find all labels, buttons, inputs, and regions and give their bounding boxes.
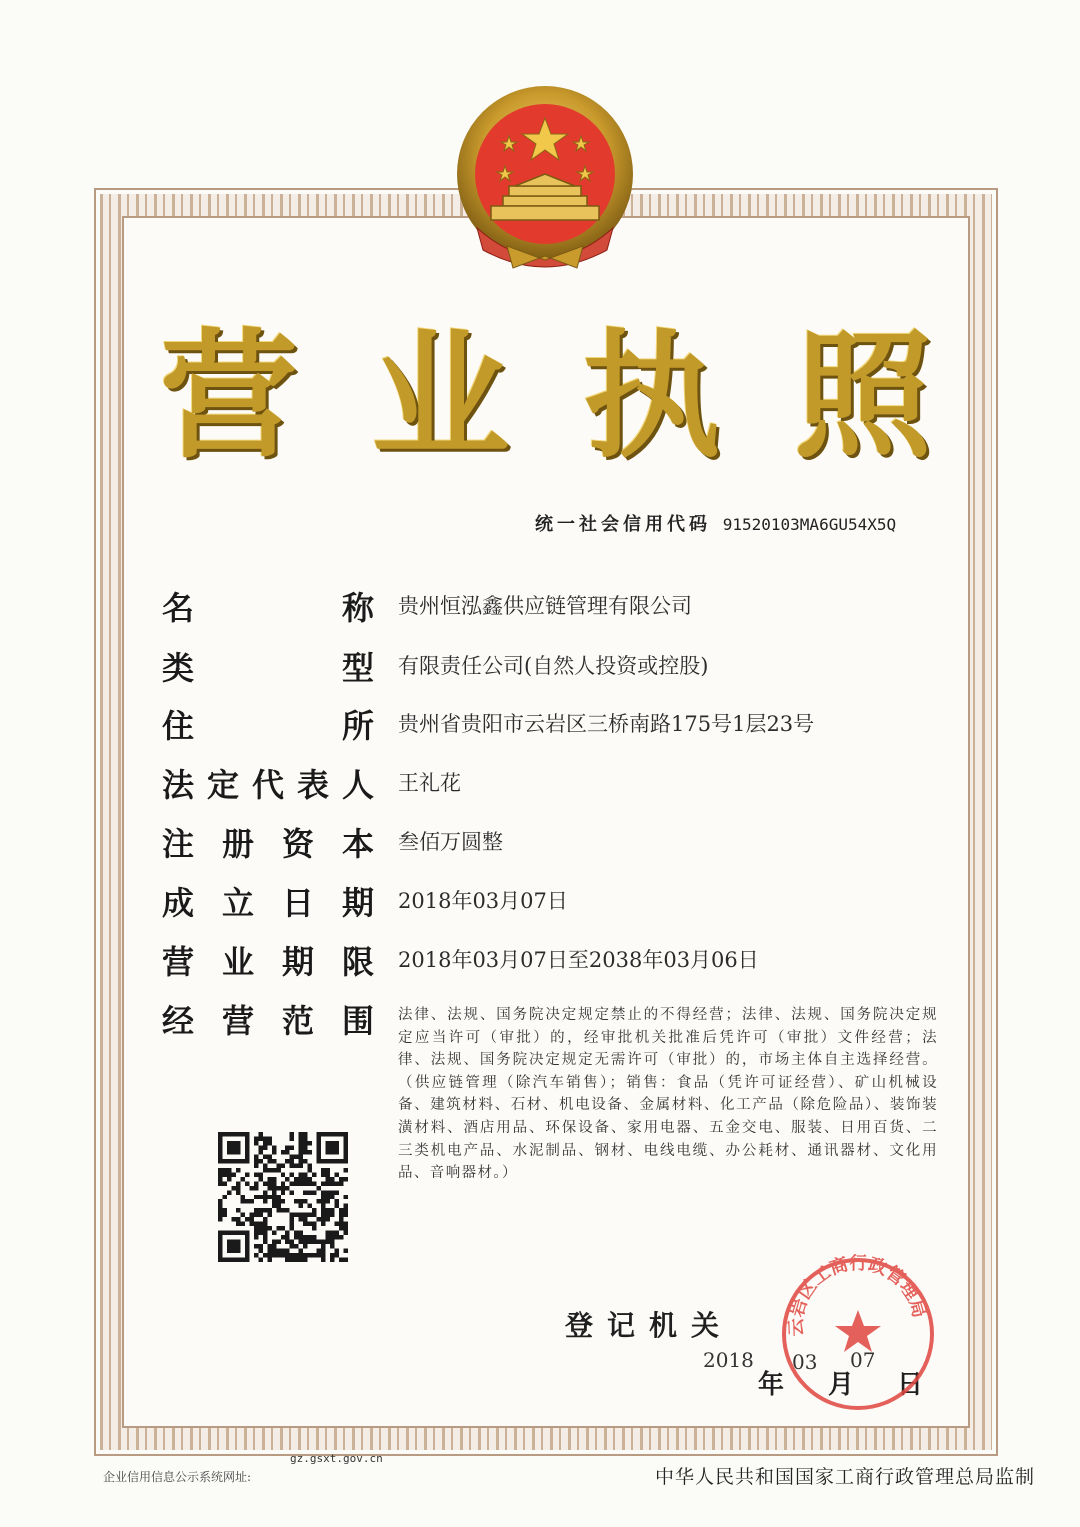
label-char: 营 <box>162 943 195 981</box>
title-char: 执 <box>582 316 729 477</box>
field-label-address <box>162 704 374 744</box>
label-char: 期 <box>281 943 314 981</box>
label-char: 日 <box>281 884 314 922</box>
label-char: 称 <box>341 589 374 627</box>
field-label-scope <box>162 999 374 1039</box>
footer-url[interactable]: gz.gsxt.gov.cn <box>290 1452 383 1465</box>
field-label-capital <box>162 822 374 862</box>
label-char: 限 <box>341 943 374 981</box>
seal-text: 云岩区工商行政管理局 <box>785 1254 930 1337</box>
label-char: 注 <box>162 825 195 863</box>
label-char: 营 <box>221 1002 254 1040</box>
field-label-legal-rep <box>162 763 374 803</box>
title-char: 照 <box>793 316 940 477</box>
license-title <box>160 305 940 477</box>
label-char: 成 <box>162 884 195 922</box>
label-char: 所 <box>341 707 374 745</box>
label-char: 名 <box>162 589 195 627</box>
field-label-type <box>162 646 374 686</box>
label-char: 法 <box>162 766 195 804</box>
label-char: 经 <box>162 1002 195 1040</box>
official-seal-icon <box>778 1254 938 1414</box>
field-value-type: 有限责任公司(自然人投资或控股) <box>398 654 709 678</box>
title-char: 业 <box>371 316 518 477</box>
field-value-address: 贵州省贵阳市云岩区三桥南路175号1层23号 <box>398 712 815 736</box>
footer-supervisor: 中华人民共和国国家工商行政管理总局监制 <box>655 1466 1036 1488</box>
footer-system-label: 企业信用信息公示系统网址: <box>103 1470 252 1484</box>
month-char: 月 <box>828 1370 855 1400</box>
field-value-capital: 叁佰万圆整 <box>398 830 503 854</box>
label-char: 立 <box>221 884 254 922</box>
label-char: 围 <box>341 1002 374 1040</box>
credit-code-label: 统一社会信用代码 <box>535 514 711 535</box>
field-value-established: 2018年03月07日 <box>398 889 568 913</box>
qr-code-icon[interactable] <box>218 1132 348 1262</box>
registration-authority-label: 登记机关 <box>565 1309 734 1342</box>
issue-year: 2018 <box>703 1348 754 1372</box>
field-label-established <box>162 881 374 921</box>
day-char: 日 <box>897 1370 924 1400</box>
field-value-term: 2018年03月07日至2038年03月06日 <box>398 948 759 972</box>
credit-code-value: 91520103MA6GU54X5Q <box>722 515 897 534</box>
label-char: 本 <box>341 825 374 863</box>
label-char: 资 <box>281 825 314 863</box>
label-char: 类 <box>162 649 195 687</box>
business-scope-text: 法律、法规、国务院决定规定禁止的不得经营；法律、法规、国务院决定规定应当许可（审批）的，经审批机关批准后凭许可（审批）文件经营；法律、法规、国务院决定规定无需许可（审批）的，市场主体自主选择经营。（供应链管理（除汽车销售）；销售：食品（凭许可证经营）、矿山机械设备、建筑材料、石材、机电设备、金属材料、化工产品（除危险品）、装饰装潢材料、酒店用品、环保设备、家用电器、五金交电、服装、日用百货、二三类机电产品、水泥制品、钢材、电线电缆、办公耗材、通讯器材、文化用品、音响器材。） <box>398 1007 938 1182</box>
label-char: 定 <box>206 766 239 804</box>
label-char: 人 <box>341 766 374 804</box>
label-char: 型 <box>341 649 374 687</box>
field-label-name <box>162 586 374 626</box>
year-char: 年 <box>758 1370 785 1400</box>
title-char: 营 <box>160 316 307 477</box>
label-char: 业 <box>221 943 254 981</box>
label-char: 册 <box>221 825 254 863</box>
label-char: 代 <box>251 766 284 804</box>
field-value-legal-rep: 王礼花 <box>398 771 461 795</box>
field-label-term <box>162 940 374 980</box>
unified-credit-code <box>535 510 955 536</box>
national-emblem-icon <box>447 78 643 278</box>
label-char: 范 <box>281 1002 314 1040</box>
issue-day: 07 <box>850 1348 876 1372</box>
issue-month: 03 <box>792 1350 818 1374</box>
field-value-name: 贵州恒泓鑫供应链管理有限公司 <box>398 594 692 618</box>
label-char: 住 <box>162 707 195 745</box>
label-char: 表 <box>296 766 329 804</box>
label-char: 期 <box>341 884 374 922</box>
